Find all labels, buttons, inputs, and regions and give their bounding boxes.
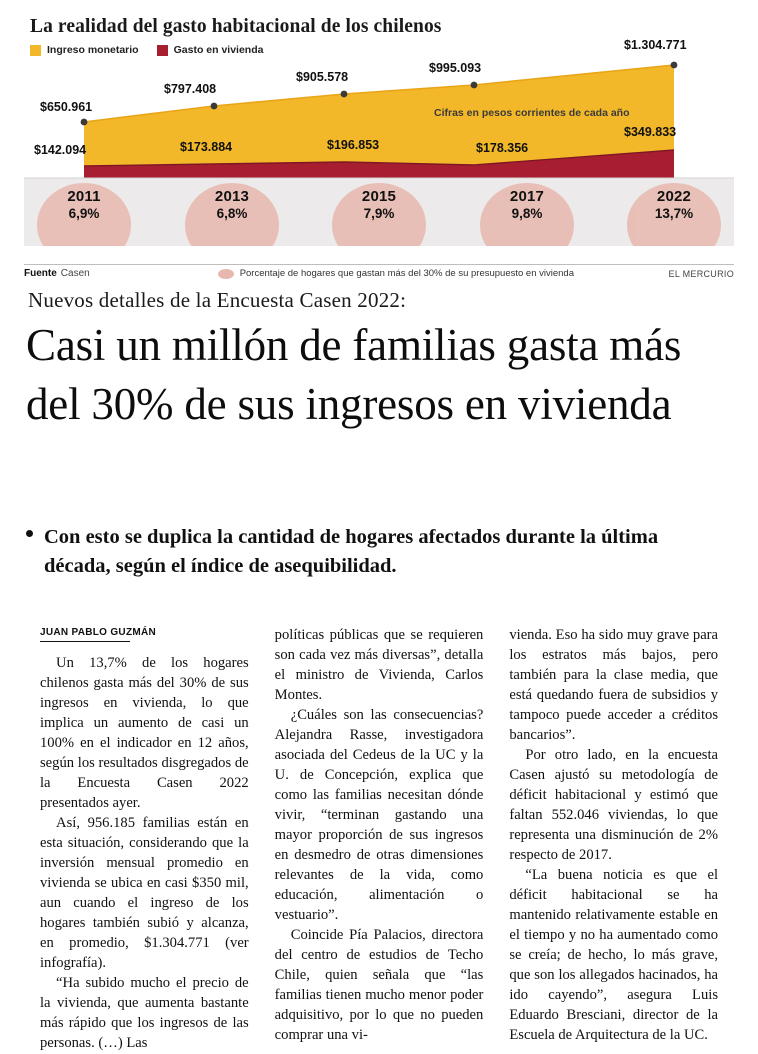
column-3 xyxy=(509,626,719,1043)
expense-value-2011: $142.094 xyxy=(34,143,87,157)
expense-value-2015: $196.853 xyxy=(327,138,380,152)
income-value-2013: $797.408 xyxy=(164,82,217,96)
circle-legend xyxy=(218,268,574,279)
percent-label: 6,8% xyxy=(216,206,248,221)
year-block-2022 xyxy=(629,188,719,221)
paragraph: políticas públicas que se requieren son cada vez más diversas”, detalla el ministro de Vivienda, Carlos Montes. xyxy=(274,627,484,703)
year-block-2017 xyxy=(482,188,572,221)
income-value-2015: $905.578 xyxy=(296,70,349,84)
income-value-2017: $995.093 xyxy=(429,61,482,75)
page-title: Casi un millón de familias gasta más del 30% de sus ingresos en vivienda xyxy=(26,320,682,429)
income-value-2022: $1.304.771 xyxy=(624,38,687,52)
paragraph: Un 13,7% de los hogares chilenos gasta más del 30% de sus ingresos en vivienda, lo que implica un aumento de casi un 100% en el indicador en 12 años, según los resultados disgregados de la Encuesta Casen 2022 presentados ayer. xyxy=(40,655,249,811)
standfirst: Con esto se duplica la cantidad de hogares afectados durante la última década, según el índice de asequibilidad. xyxy=(44,526,659,578)
paragraph: “Ha subido mucho el precio de la vivienda, que aumenta bastante más rápido que los ingresos de las personas. (…) Las xyxy=(40,974,249,1051)
kicker: Nuevos detalles de la Encuesta Casen 2022: xyxy=(28,288,407,312)
paragraph: Así, 956.185 familias están en esta situación, considerando que la inversión mensual promedio en vivienda se ubica en casi $350 mil, aun cuando el ingreso de los hogares también subió y alcanza, en promedio, $1.304.771 (ver infografía). xyxy=(40,814,249,971)
circle-legend-label: Porcentaje de hogares que gastan más del 30% de su presupuesto en vivienda xyxy=(239,268,574,279)
pink-circle-icon xyxy=(218,269,234,279)
column-1 xyxy=(40,626,249,1051)
legend-swatch-icon xyxy=(30,45,41,56)
source-value: Casen xyxy=(60,268,90,279)
percent-label: 7,9% xyxy=(363,206,395,221)
standfirst-bullet-icon xyxy=(26,530,33,537)
year-block-2011 xyxy=(39,188,129,221)
infographic-footer xyxy=(24,264,734,279)
paragraph: Coincide Pía Palacios, directora del centro de estudios de Techo Chile, quien señala que “las familias tienen mucho menor poder adquisitivo, por lo que no pueden comprar una vi- xyxy=(274,926,484,1043)
column-2 xyxy=(274,626,484,1043)
year-label: 2013 xyxy=(214,188,250,205)
infographic xyxy=(24,16,734,280)
legend-swatch-icon xyxy=(157,45,168,56)
percent-label: 6,9% xyxy=(68,206,100,221)
infographic-title: La realidad del gasto habitacional de los chilenos xyxy=(30,16,442,37)
legend-item-ingreso xyxy=(30,44,139,56)
expense-value-2022: $349.833 xyxy=(624,125,677,139)
byline: JUAN PABLO GUZMÁN xyxy=(40,627,157,638)
paragraph: vienda. Eso ha sido muy grave para los estratos más bajos, pero también para la clase media, que está quedando fuera de subsidios y tampoco puede acceder a créditos bancarios”. xyxy=(509,627,719,743)
article-body xyxy=(40,626,719,1051)
paragraph: Por otro lado, en la encuesta Casen ajustó su metodología de déficit habitacional y estimó que faltan 552.046 viviendas, lo que representa una disminución de 2% respecto de 2017. xyxy=(509,746,719,863)
legend-label: Ingreso monetario xyxy=(47,44,139,56)
percent-label: 13,7% xyxy=(654,206,694,221)
year-label: 2017 xyxy=(509,188,545,205)
year-block-2013 xyxy=(187,188,277,221)
percent-label: 9,8% xyxy=(511,206,543,221)
chart-annotation: Cifras en pesos corrientes de cada año xyxy=(434,107,630,119)
legend-item-gasto xyxy=(157,44,264,56)
expense-value-2013: $173.884 xyxy=(180,140,233,154)
paragraph: “La buena noticia es que el déficit habitacional se ha mantenido relativamente estable en el tiempo y no ha aumentado como se creía; de hecho, lo más grave, que son los allegados hacinados, ha ido cayendo”, asegura Luis Eduardo Bresciani, director de la Escuela de Arquitectura de la UC. xyxy=(509,866,719,1043)
income-value-2011: $650.961 xyxy=(40,100,93,114)
year-label: 2015 xyxy=(361,188,397,205)
year-label: 2011 xyxy=(67,188,101,205)
year-label: 2022 xyxy=(656,188,692,205)
legend-label: Gasto en vivienda xyxy=(173,44,264,56)
paragraph: ¿Cuáles son las consecuencias? Alejandra Rasse, investigadora asociada del Cedeus de la UC y la U. de Concepción, explica que como las familias necesitan dónde vivir, “terminan gastando una mayor proporción de sus ingresos en desmedro de otras dimensiones relevantes de la vida, como educación, alimentación o vestuario”. xyxy=(274,706,484,923)
source-label: Fuente Casen xyxy=(24,268,90,279)
byline-spacer xyxy=(40,626,249,654)
year-block-2015 xyxy=(334,188,424,221)
expense-value-2017: $178.356 xyxy=(476,141,529,155)
publisher-credit: EL MERCURIO xyxy=(668,268,734,279)
